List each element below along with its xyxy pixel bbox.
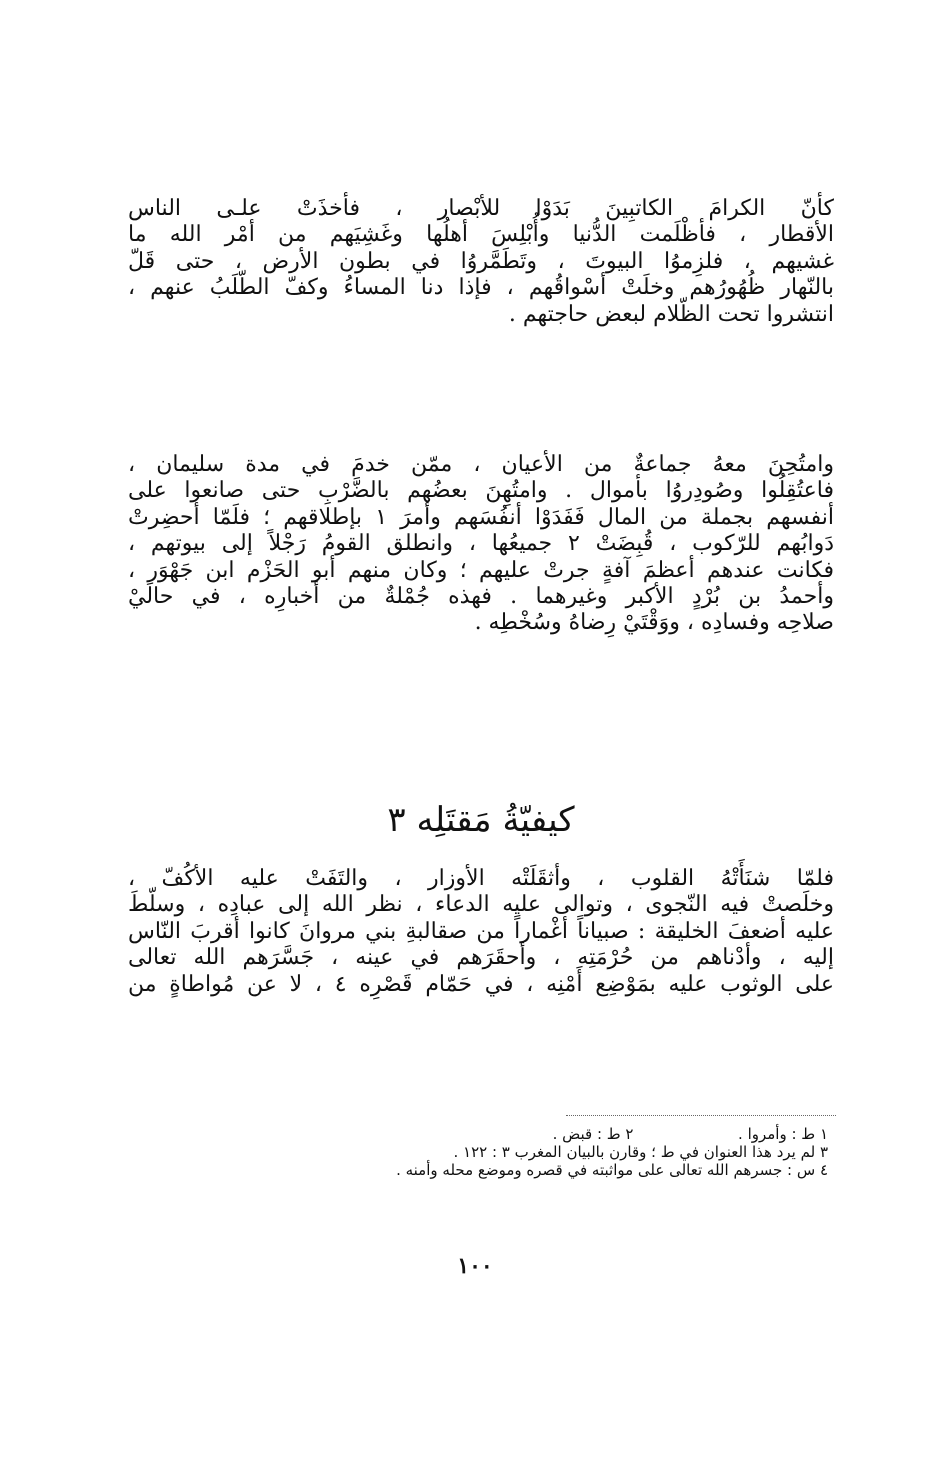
text-line: فاعتُقِلُوا وصُودِروُا بأموال . وامتُهِنَ بعضُهم بالضَّرْبِ حتى صانعوا على: [128, 478, 834, 504]
paragraph-1: [128, 196, 834, 328]
paragraph-2: [128, 452, 834, 637]
paragraph-3: [128, 866, 834, 998]
text-line: عليه أضعفَ الخليقة : صبياناً أغْماراً من صقالبةِ بني مروانَ كانوا أقربَ النّاس: [128, 918, 834, 944]
text-line: وخلَصتْ فيه النّجوى ، وتوالى عليه الدعاء ، نظر الله إلى عبادِه ، وسلّطَ: [128, 892, 834, 918]
footnote-4: ٤ س : جسرهم الله تعالى على مواثبته في قصره وموضع محله وأمنه .: [396, 1161, 828, 1179]
text-line: وامتُحِنَ معهُ جماعةٌ من الأعيان ، ممّن خدمَ في مدة سليمان ،: [128, 452, 834, 477]
text-line: انتشروا تحت الظّلام لبعض حاجتهم .: [508, 301, 834, 327]
footnote-line: [280, 1125, 828, 1143]
footnotes: [280, 1125, 828, 1179]
text-line: إليه ، وأدْناهم من حُرْمَتِه ، وأحقَرَهم في عينه ، جَسَّرَهم الله تعالى: [128, 945, 834, 971]
text-line: على الوثوب عليه بمَوْضِع أَمْنِه ، في حَمّام قَصْرِه ٤ ، لا عن مُواطاةٍ من: [128, 971, 834, 997]
footnote-divider: [566, 1115, 836, 1116]
footnote-3: ٣ لم يرد هذا العنوان في ط ؛ وقارن بالبيان المغرب ٣ : ١٢٢ .: [453, 1143, 828, 1161]
text-line: أنفسهم بجملة من المال فَفَدَوْا أنفُسَهم وأمرَ ١ بإطلاقهم ؛ فلَمّا أحضِرتْ: [128, 504, 834, 530]
text-line: الأقطار ، فأظْلَمت الدُّنيا وأُبْلِسَ أهلُها وغَشِيَهم من أمْر الله ما: [128, 222, 834, 248]
section-heading: كيفيّةُ مَقتَلِه ٣: [387, 800, 575, 840]
text-line: غشيهم ، فلزِموُا البيوتَ ، وتَطَمَّروُا في بطون الأرض ، حتى قَلّ: [128, 248, 834, 274]
text-line: بالنّهار ظُهُورُهم وخلَتْ أسْواقُهم ، فإذا دنا المساءُ وكفّ الطّلَبُ عنهم ،: [128, 275, 835, 301]
text-line: فكانت عندهم أعظمَ آفةٍ جرتْ عليهم ؛ وكان منهم أبو الحَزْم ابن جَهْوَر ،: [128, 557, 834, 583]
text-line: فلمّا شنَأَتْهُ القلوب ، وأثقَلَتْه الأوزار ، والتَفَتْ عليه الأكُفّ ،: [128, 866, 834, 891]
text-line: كأنّ الكرامَ الكاتبِينَ بَدَوْا للأبْصار ، فأخذَتْ علـى الناس: [128, 196, 834, 221]
footnote-2: ٢ ط : قبض .: [552, 1125, 634, 1143]
footnote-1: ١ ط : وأمروا .: [738, 1125, 828, 1143]
text-line: دَوابُهم للرّكوب ، قُبِضَتْ ٢ جميعُها ، وانطلق القومُ رَجْلاً إلى بيوتهم ،: [128, 531, 834, 557]
page-number: ١٠٠: [457, 1253, 493, 1279]
text-line: صلاحِه وفسادِه ، ووَقْتَيْ رِضاهُ وسُخْطِه .: [474, 610, 834, 636]
text-line: وأحمدُ بن بُرْدٍ الأكبر وغيرهما . فهذه جُمْلةٌ من أخبارِه ، في حالَيْ: [128, 583, 834, 609]
